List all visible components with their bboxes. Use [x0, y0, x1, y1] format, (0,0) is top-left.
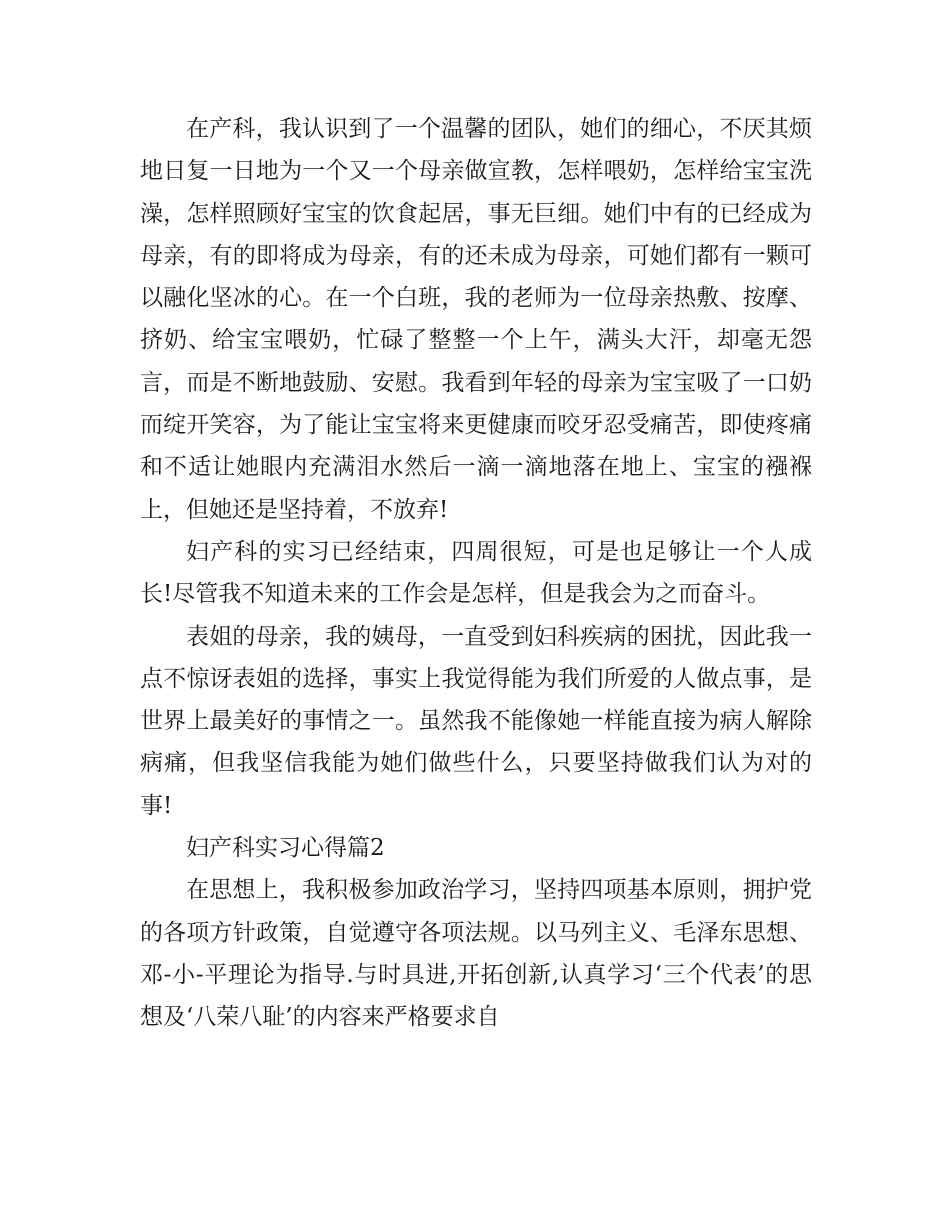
paragraph-internship-end: 妇产科的实习已经结束，四周很短，可是也足够让一个人成长!尽管我不知道未来的工作会是怎样，但是我会为之而奋斗。: [140, 538, 812, 608]
paragraph-ideology: 在思想上，我积极参加政治学习，坚持四项基本原则，拥护党的各项方针政策，自觉遵守各项法规。以马列主义、毛泽东思想、邓-小-平理论为指导.与时具进,开拓创新,认真学习‘三个代表’的思想及‘八荣八耻’的内容来严格要求自: [140, 877, 812, 1031]
section-heading: 妇产科实习心得篇2: [186, 835, 385, 862]
document-body: [140, 108, 812, 1039]
paragraph-aunt: 表姐的母亲，我的姨母，一直受到妇科疾病的困扰，因此我一点不惊讶表姐的选择，事实上我觉得能为我们所爱的人做点事，是世界上最美好的事情之一。虽然我不能像她一样能直接为病人解除病痛，但我坚信我能为她们做些什么，只要坚持做我们认为对的事!: [140, 623, 812, 819]
paragraph-obstetrics-team: 在产科，我认识到了一个温馨的团队，她们的细心，不厌其烦地日复一日地为一个又一个母亲做宣教，怎样喂奶，怎样给宝宝洗澡，怎样照顾好宝宝的饮食起居，事无巨细。她们中有的已经成为母亲，有的即将成为母亲，有的还未成为母亲，可她们都有一颗可以融化坚冰的心。在一个白班，我的老师为一位母亲热敷、按摩、挤奶、给宝宝喂奶，忙碌了整整一个上午，满头大汗，却毫无怨言，而是不断地鼓励、安慰。我看到年轻的母亲为宝宝吸了一口奶而绽开笑容，为了能让宝宝将来更健康而咬牙忍受痛苦，即使疼痛和不适让她眼内充满泪水然后一滴一滴地落在地上、宝宝的襁褓上，但她还是坚持着，不放弃!: [140, 116, 812, 523]
